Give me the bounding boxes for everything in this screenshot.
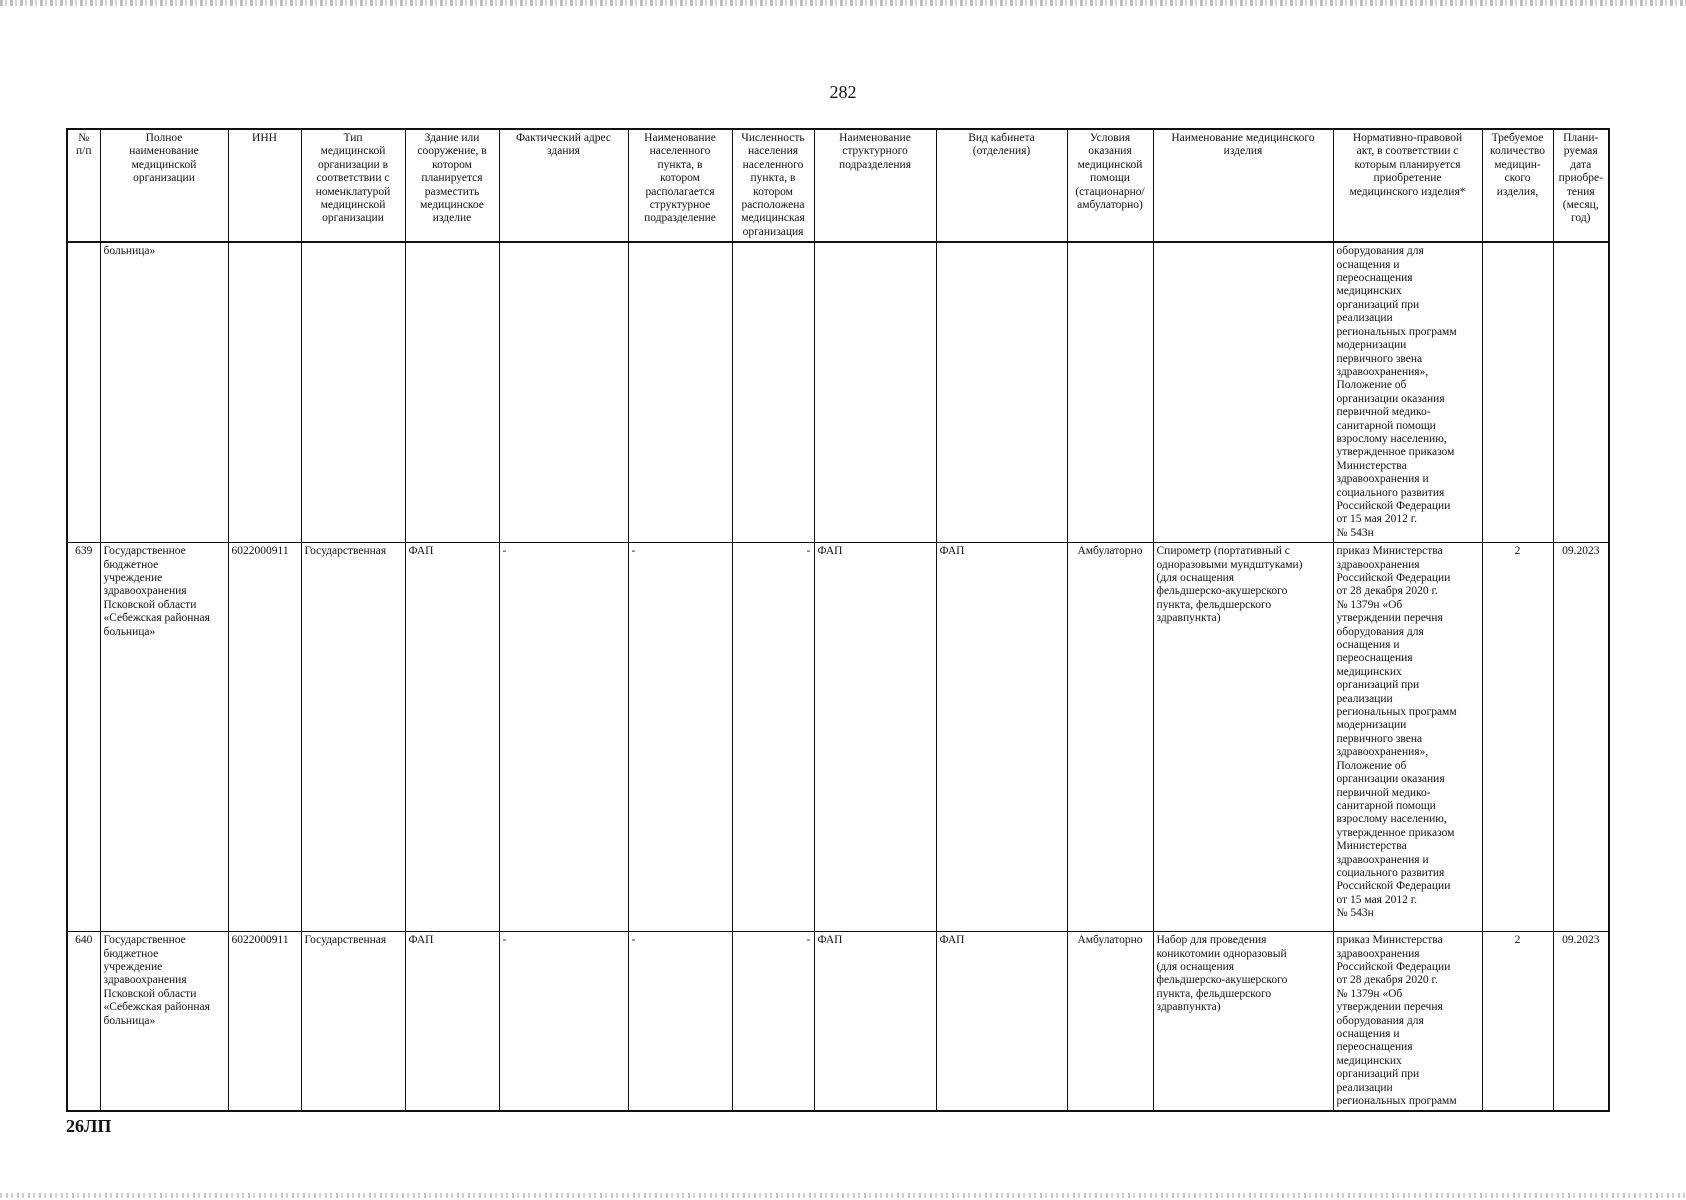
cell-org-type: Государственная [301, 932, 405, 1112]
col-header-org-name: Полное наименование медицинской организации [100, 129, 228, 242]
scan-edge-bottom [0, 1193, 1686, 1198]
cell-device: Спирометр (портативный с одноразовыми мундштуками) (для оснащения фельдшерско-акушерского пункта, фельдшерского здравпункта) [1153, 543, 1333, 932]
cell-population: - [732, 543, 814, 932]
page-number: 282 [829, 82, 857, 102]
table-row [67, 932, 1609, 1112]
cell-settlement [628, 242, 732, 542]
cell-inn: 6022000911 [228, 932, 301, 1112]
cell-org-type [301, 242, 405, 542]
col-header-population: Численность населения населенного пункта, в котором расположена медицинская организация [732, 129, 814, 242]
cell-org-name: Государственное бюджетное учреждение здравоохранения Псковской области «Себежская районная больница» [100, 543, 228, 932]
table-row [67, 543, 1609, 932]
col-header-date: Плани- руемая дата приобре- тения (месяц, год) [1553, 129, 1609, 242]
col-header-inn: ИНН [228, 129, 301, 242]
col-header-number: № п/п [67, 129, 100, 242]
cell-number: 639 [67, 543, 100, 932]
col-header-building: Здание или сооружение, в котором планируется разместить медицинское изделие [405, 129, 499, 242]
document-code: 26ЛП [66, 1116, 112, 1136]
cell-device: Набор для проведения коникотомии одноразовый (для оснащения фельдшерско-акушерского пункта, фельдшерского здравпункта) [1153, 932, 1333, 1112]
col-header-settlement: Наименование населенного пункта, в котором располагается структурное подразделение [628, 129, 732, 242]
cell-conditions [1067, 242, 1153, 542]
cell-quantity [1482, 242, 1553, 542]
cell-date [1553, 242, 1609, 542]
cell-number [67, 242, 100, 542]
cell-legal-act: оборудования для оснащения и переоснащения медицинских организаций при реализации региональных программ модернизации первичного звена здравоохранения», Положение об организации оказания первичной медико- санитарной помощи взрослому населению, утвержденное приказом Министерства здравоохранения и социального развития Российской Федерации от 15 мая 2012 г. № 543н [1333, 242, 1482, 542]
cell-population: - [732, 932, 814, 1112]
col-header-device: Наименование медицинского изделия [1153, 129, 1333, 242]
cell-cabinet [936, 242, 1067, 542]
cell-unit: ФАП [814, 932, 936, 1112]
col-header-cabinet: Вид кабинета (отделения) [936, 129, 1067, 242]
scan-edge-top [0, 0, 1686, 6]
cell-quantity: 2 [1482, 543, 1553, 932]
cell-unit: ФАП [814, 543, 936, 932]
cell-address: - [499, 932, 628, 1112]
cell-inn: 6022000911 [228, 543, 301, 932]
cell-settlement: - [628, 543, 732, 932]
cell-population [732, 242, 814, 542]
cell-date: 09.2023 [1553, 543, 1609, 932]
cell-settlement: - [628, 932, 732, 1112]
cell-cabinet: ФАП [936, 543, 1067, 932]
cell-conditions: Амбулаторно [1067, 932, 1153, 1112]
cell-org-name: Государственное бюджетное учреждение здравоохранения Псковской области «Себежская районная больница» [100, 932, 228, 1112]
col-header-unit: Наименование структурного подразделения [814, 129, 936, 242]
cell-org-type: Государственная [301, 543, 405, 932]
cell-device [1153, 242, 1333, 542]
col-header-conditions: Условия оказания медицинской помощи (стационарно/ амбулаторно) [1067, 129, 1153, 242]
table-row-continuation [67, 242, 1609, 542]
medical-equipment-table [66, 128, 1610, 1112]
cell-address [499, 242, 628, 542]
cell-conditions: Амбулаторно [1067, 543, 1153, 932]
cell-address: - [499, 543, 628, 932]
col-header-quantity: Требуемое количество медицин- ского изделия, [1482, 129, 1553, 242]
cell-date: 09.2023 [1553, 932, 1609, 1112]
cell-cabinet: ФАП [936, 932, 1067, 1112]
table-header-row [67, 129, 1609, 242]
cell-unit [814, 242, 936, 542]
cell-legal-act: приказ Министерства здравоохранения Российской Федерации от 28 декабря 2020 г. № 1379н «Об утверждении перечня оборудования для оснащения и переоснащения медицинских организаций при реализации региональных программ [1333, 932, 1482, 1112]
cell-legal-act: приказ Министерства здравоохранения Российской Федерации от 28 декабря 2020 г. № 1379н «Об утверждении перечня оборудования для оснащения и переоснащения медицинских организаций при реализации региональных программ модернизации первичного звена здравоохранения», Положение об организации оказания первичной медико- санитарной помощи взрослому населению, утвержденное приказом Министерства здравоохранения и социального развития Российской Федерации от 15 мая 2012 г. № 543н [1333, 543, 1482, 932]
cell-quantity: 2 [1482, 932, 1553, 1112]
cell-building [405, 242, 499, 542]
cell-number: 640 [67, 932, 100, 1112]
col-header-address: Фактический адрес здания [499, 129, 628, 242]
cell-org-name: больница» [100, 242, 228, 542]
cell-building: ФАП [405, 932, 499, 1112]
col-header-legal-act: Нормативно-правовой акт, в соответствии с которым планируется приобретение медицинского изделия* [1333, 129, 1482, 242]
cell-building: ФАП [405, 543, 499, 932]
col-header-org-type: Тип медицинской организации в соответствии с номенклатурой медицинской организации [301, 129, 405, 242]
cell-inn [228, 242, 301, 542]
